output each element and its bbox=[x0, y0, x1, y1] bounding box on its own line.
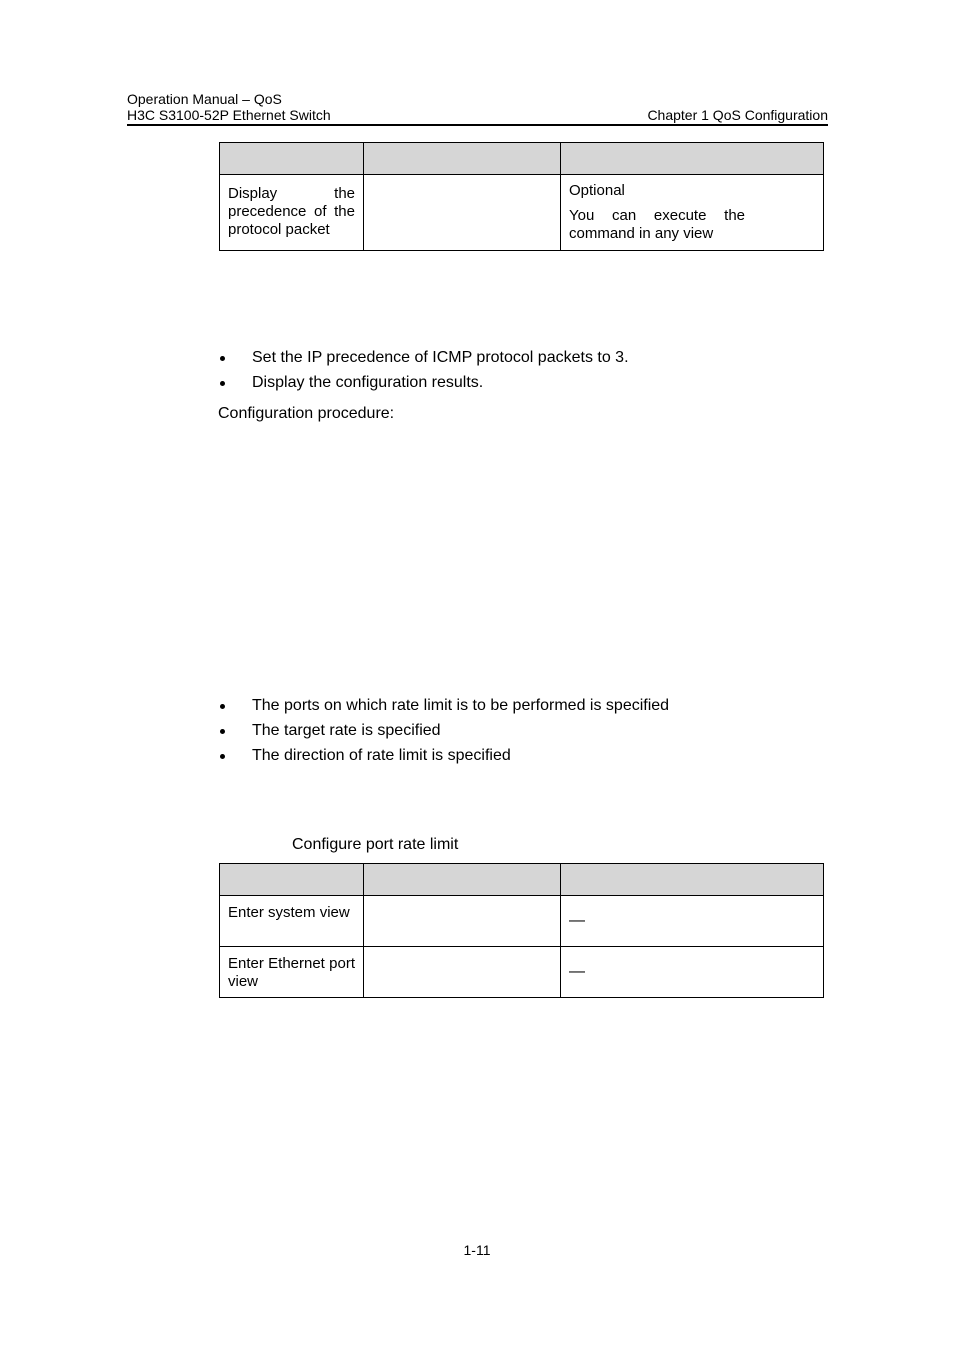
command-text bbox=[364, 896, 560, 910]
table-row bbox=[220, 947, 824, 998]
header-cell bbox=[561, 864, 824, 896]
bullet-icon bbox=[220, 704, 225, 709]
list-item: Set the IP precedence of ICMP protocol packets to 3. bbox=[219, 349, 629, 374]
header-cell bbox=[220, 864, 364, 896]
command-cell bbox=[364, 175, 561, 251]
command-text bbox=[364, 175, 560, 189]
list-item: The ports on which rate limit is to be performed is specified bbox=[219, 697, 669, 722]
header-cell bbox=[364, 864, 561, 896]
header-chapter: Chapter 1 QoS Configuration bbox=[647, 107, 828, 123]
description-dash: — bbox=[569, 912, 585, 929]
description-cell bbox=[561, 947, 824, 998]
table-header-row bbox=[220, 864, 824, 896]
operation-cell bbox=[220, 896, 364, 947]
description-optional: Optional bbox=[569, 182, 625, 199]
header-product-name: H3C S3100-52P Ethernet Switch bbox=[127, 107, 331, 123]
description-dash: — bbox=[569, 963, 585, 980]
list-item: The direction of rate limit is specified bbox=[219, 747, 669, 772]
configuration-procedure-label: Configuration procedure: bbox=[218, 405, 395, 422]
precedence-table bbox=[219, 142, 824, 251]
header-cell bbox=[220, 143, 364, 175]
operation-text: Display the precedence of the protocol packet bbox=[228, 185, 355, 238]
header-cell bbox=[561, 143, 824, 175]
list-item: The target rate is specified bbox=[219, 722, 669, 747]
table-row bbox=[220, 175, 824, 251]
operation-text: Enter Ethernet port view bbox=[228, 955, 355, 990]
bullet-icon bbox=[220, 356, 225, 361]
table-row bbox=[220, 896, 824, 947]
operation-cell bbox=[220, 175, 364, 251]
description-cell bbox=[561, 175, 824, 251]
command-cell bbox=[364, 947, 561, 998]
page-number: 1-11 bbox=[463, 1242, 491, 1258]
list-item: Display the configuration results. bbox=[219, 374, 629, 399]
bullet-icon bbox=[220, 754, 225, 759]
bullet-icon bbox=[220, 381, 225, 386]
header-cell bbox=[364, 143, 561, 175]
bullet-icon bbox=[220, 729, 225, 734]
example-requirements-list bbox=[219, 349, 629, 399]
operation-cell bbox=[220, 947, 364, 998]
header-manual-title: Operation Manual – QoS bbox=[127, 91, 282, 107]
description-cell bbox=[561, 896, 824, 947]
description-note: You can execute the command in any view bbox=[569, 207, 745, 242]
header-rule bbox=[127, 124, 828, 126]
operation-text: Enter system view bbox=[228, 904, 350, 921]
port-rate-limit-table bbox=[219, 863, 824, 998]
table-caption: Configure port rate limit bbox=[292, 836, 459, 853]
table-header-row bbox=[220, 143, 824, 175]
rate-limit-conditions-list bbox=[219, 697, 669, 772]
command-text bbox=[364, 947, 560, 961]
command-cell bbox=[364, 896, 561, 947]
